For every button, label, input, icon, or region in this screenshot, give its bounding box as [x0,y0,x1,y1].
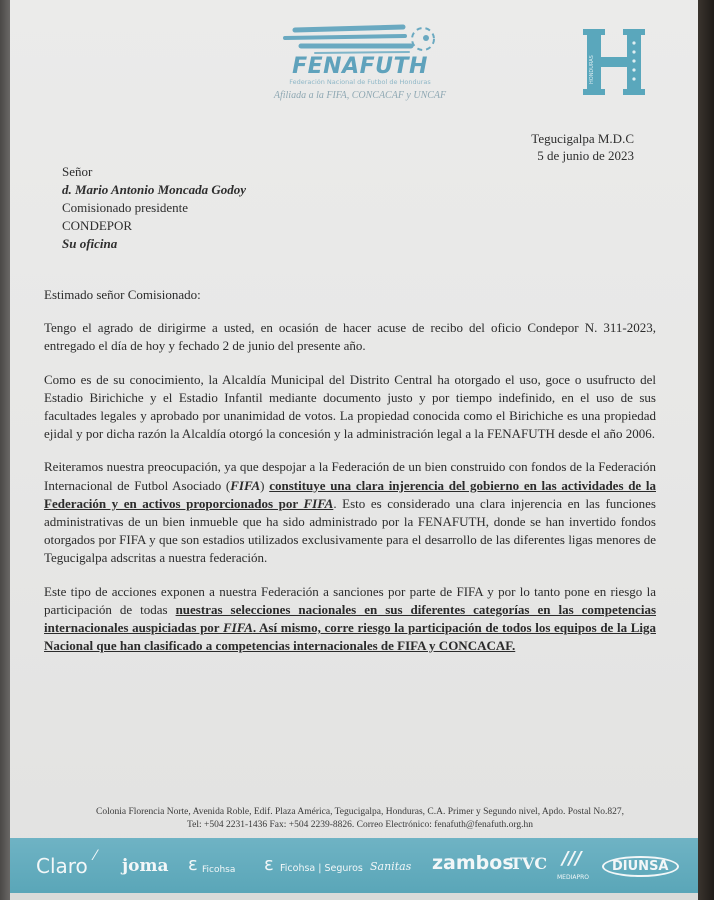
p4-underlined-2: . Así mismo, corre riesgo la participación de todos los equipos de la Liga Nacional que han clasificado a competencias internacionales de FIFA y CONCACAF. [44,620,656,654]
p3-text-a: Reiteramos nuestra preocupación, ya que despojar a la Federación de un bien construido con fondos de la Federación Internacional de Futbol Asociado ( [44,459,656,493]
claro-rays-icon: ⁄ [94,848,97,864]
footer-address-block [30,806,690,832]
sponsor-ficohsa-seguros: Ficohsa | Seguros [280,863,363,874]
p4-text-a: Este tipo de acciones exponen a nuestra Federación a sanciones por parte de FIFA y por lo tanto pone en riesgo la participación de todas [44,583,656,617]
p4-underlined-fifa: FIFA [222,620,253,636]
sponsor-joma: joma [122,856,169,876]
sponsor-band [10,838,698,893]
recipient-institution: CONDEPOR [62,218,133,233]
p3-fifa: FIFA [230,477,261,493]
affiliation-line: Afiliada a la FIFA, CONCACAF y UNCAF [273,90,447,101]
fenafuth-logo [240,22,480,122]
footer-address: Colonia Florencia Norte, Avenida Roble, Edif. Plaza América, Tegucigalpa, Honduras, C.A. Primer y Segundo nivel, Apdo. Postal No.827, [96,807,624,817]
p3-text-b: ) [260,477,270,493]
p3-underlined-fifa: FIFA [303,495,334,511]
logo-subtitle: Federación Nacional de Futbol de Honduras [289,78,431,86]
sponsor-zambos: zambos [432,852,514,874]
paragraph-2: Como es de su conocimiento, la Alcaldía Municipal del Distrito Central ha otorgado el uso, goce o usufructo del Estadio Birichiche y el Estadio Infantil mediante documento justo y por tiempo indefinido, en el uso de sus facultades legales y aprobado por unanimidad de votos. La propiedad conocida como el Birichiche es una propiedad ejidal y por dicha razón la Alcaldía otorgó la concesión y la administración legal a la FENAFUTH desde el año 2006. [44,371,656,442]
place-date-block [531,130,634,164]
page-bottom-strip [10,893,698,900]
background-right-edge [698,0,714,900]
ficohsa-seguros-icon: ɛ [264,854,274,875]
recipient-block [62,163,246,253]
sponsor-diunsa: DIUNSA [602,856,679,877]
recipient-office: Su oficina [62,236,118,251]
emblem-side-text: HONDURAS [589,55,595,84]
sponsor-sanitas: Sanitas [370,860,412,873]
p3-text-c: . Esto es considerado una clara injerencia en las funciones administrativas de un bien inmueble que ha sido administrado por la FENAFUTH, donde se han invertido fondos otorgados por FIFA y que son estadios utilizados exclusivamente para el desarrollo de las diferentes ligas menores de Tegucigalpa adscritas a nuestra federación. [44,495,656,566]
sponsor-tvc: TVC [510,854,548,873]
paragraph-3 [44,458,656,567]
background-left-edge [0,0,10,900]
sponsor-claro: Claro [36,854,88,878]
paragraph-4 [44,583,656,656]
p4-underlined-1: nuestras selecciones nacionales en sus diferentes categorías en las competencias internacionales auspiciadas por [44,601,657,636]
footer-contact: Tel: +504 2231-1436 Fax: +504 2239-8826. Correo Electrónico: fenafuth@fenafuth.org.hn [186,820,534,830]
letter-body [44,286,656,670]
recipient-name: d. Mario Antonio Moncada Godoy [62,182,247,197]
recipient-title: Señor [62,164,93,179]
sponsor-ficohsa: Ficohsa [202,865,236,875]
recipient-position: Comisionado presidente [62,200,189,215]
ball-swoosh-icon [275,22,445,58]
place: Tegucigalpa M.D.C [531,131,634,146]
date: 5 de junio de 2023 [537,148,634,163]
ficohsa-icon: ɛ [188,854,198,875]
sponsor-mediapro: MEDIAPRO [557,874,589,881]
greeting: Estimado señor Comisionado: [44,287,201,302]
logo-wordmark: FENAFUTH [292,54,428,79]
paragraph-1: Tengo el agrado de dirigirme a usted, en ocasión de hacer acuse de recibo del oficio Condepor N. 311-2023, entregado el día de hoy y fechado 2 de junio del presente año. [44,320,656,354]
p3-underlined-text: constituye una clara injerencia del gobierno en las actividades de la Federación y en activos proporcionados por [44,477,656,511]
mediapro-icon: /// [562,848,582,869]
